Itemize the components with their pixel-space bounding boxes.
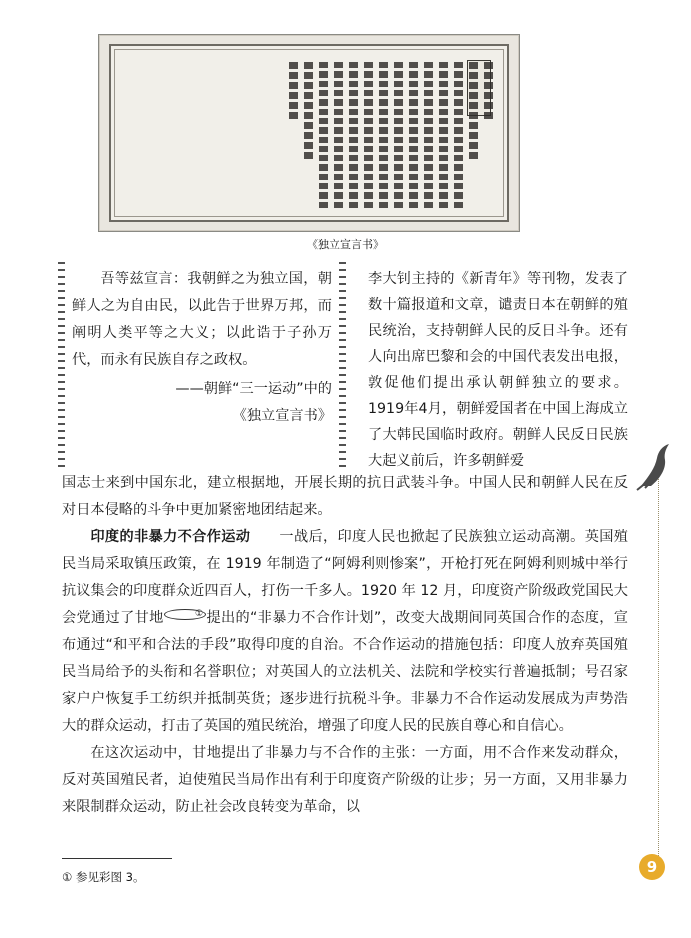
paragraph-continued: 国志士来到中国东北，建立根据地，开展长期的抗日武装斗争。中国人民和朝鲜人民在反对日本侵略的斗争中更加紧密地团结起来。: [62, 475, 628, 518]
quote-box: [62, 266, 342, 474]
figure-column: [334, 58, 343, 208]
quote-attribution-line2: 《独立宣言书》: [232, 408, 332, 424]
paragraph-nonviolence: [62, 524, 628, 740]
figure-column: [379, 58, 388, 208]
figure-title-block: [467, 60, 491, 116]
figure-column: [454, 58, 463, 208]
paragraph-nonviolence-part2: 提出的“非暴力不合作计划”，改变大战期间同英国合作的态度，宣布通过“和平和合法的手段”取得印度的自治。不合作运动的措施包括：印度人放弃英国殖民当局给予的头衔和名誉职位；对英国人的立法机关、法院和学校实行普遍抵制；号召家家户户恢复手工纺织并抵制英货；逐步进行抗税斗争。非暴力不合作运动发展成为声势浩大的群众运动，打击了英国的殖民统治，增强了印度人民的民族自尊心和自信心。: [62, 610, 628, 734]
footnote-reference: ①: [164, 609, 206, 620]
quote-attribution-line1: ——朝鲜“三一运动”中的: [175, 381, 332, 397]
body-text: [62, 470, 628, 821]
figure-caption: 《独立宣言书》: [307, 238, 384, 251]
figure-column: [409, 58, 418, 208]
figure-column: [349, 58, 358, 208]
footnote-divider: [62, 858, 172, 859]
margin-rule: [658, 470, 659, 870]
figure-column: [439, 58, 448, 208]
figure-column: [424, 58, 433, 208]
figure-column: [394, 58, 403, 208]
figure-declaration-image: [98, 34, 518, 230]
footnote-text: 参见彩图 3。: [75, 870, 145, 884]
figure-frame: [98, 34, 520, 232]
right-column-text: 李大钊主持的《新青年》等刊物，发表了数十篇报道和文章，谴责日本在朝鲜的殖民统治，支持朝鲜人民的反日斗争。还有人向出席巴黎和会的中国代表发出电报，敦促他们提出承认朝鲜独立的要求。1919年4月，朝鲜爱国者在中国上海成立了大韩民国临时政府。朝鲜人民反日民族大起义前后，许多朝鲜爱: [368, 271, 628, 469]
figure-column: [469, 58, 478, 208]
figure-column: [364, 58, 373, 208]
footnote: [62, 868, 462, 886]
figure-column: [319, 58, 328, 208]
decorative-border-right: [339, 262, 346, 472]
decorative-ornament-icon: [635, 440, 677, 492]
figure-column: [484, 58, 493, 208]
page-number: 9: [639, 854, 665, 880]
footnote-marker: ①: [62, 870, 73, 884]
paragraph-nonviolence-part1: 一战后，印度人民也掀起了民族独立运动高潮。英国殖民当局采取镇压政策，在 1919 年制造了“阿姆利则惨案”，开枪打死在阿姆利则城中举行抗议集会的印度群众近四百人，打伤一千多人。1920 年 12 月，印度资产阶级政党国民大会党通过了甘地: [62, 529, 628, 626]
figure-column: [304, 58, 313, 208]
figure-column: [289, 58, 298, 208]
quote-attribution: [72, 376, 332, 430]
paragraph-gandhi-ideas: 在这次运动中，甘地提出了非暴力与不合作的主张：一方面，用不合作来发动群众，反对英国殖民者，迫使殖民当局作出有利于印度资产阶级的让步；另一方面，又用非暴力来限制群众运动，防止社会改良转变为革命，以: [62, 745, 628, 815]
section-heading-inline: 印度的非暴力不合作运动: [90, 529, 251, 545]
decorative-border-left: [58, 262, 65, 472]
two-column-section: [62, 266, 628, 474]
quote-text: 吾等兹宣言：我朝鲜之为独立国，朝鲜人之为自由民，以此告于世界万邦，而阐明人类平等之大义；以此诰于子孙万代，而永有民族自存之政权。: [72, 271, 332, 368]
figure-document-scan: [109, 44, 509, 222]
figure-text-columns: [125, 58, 493, 208]
